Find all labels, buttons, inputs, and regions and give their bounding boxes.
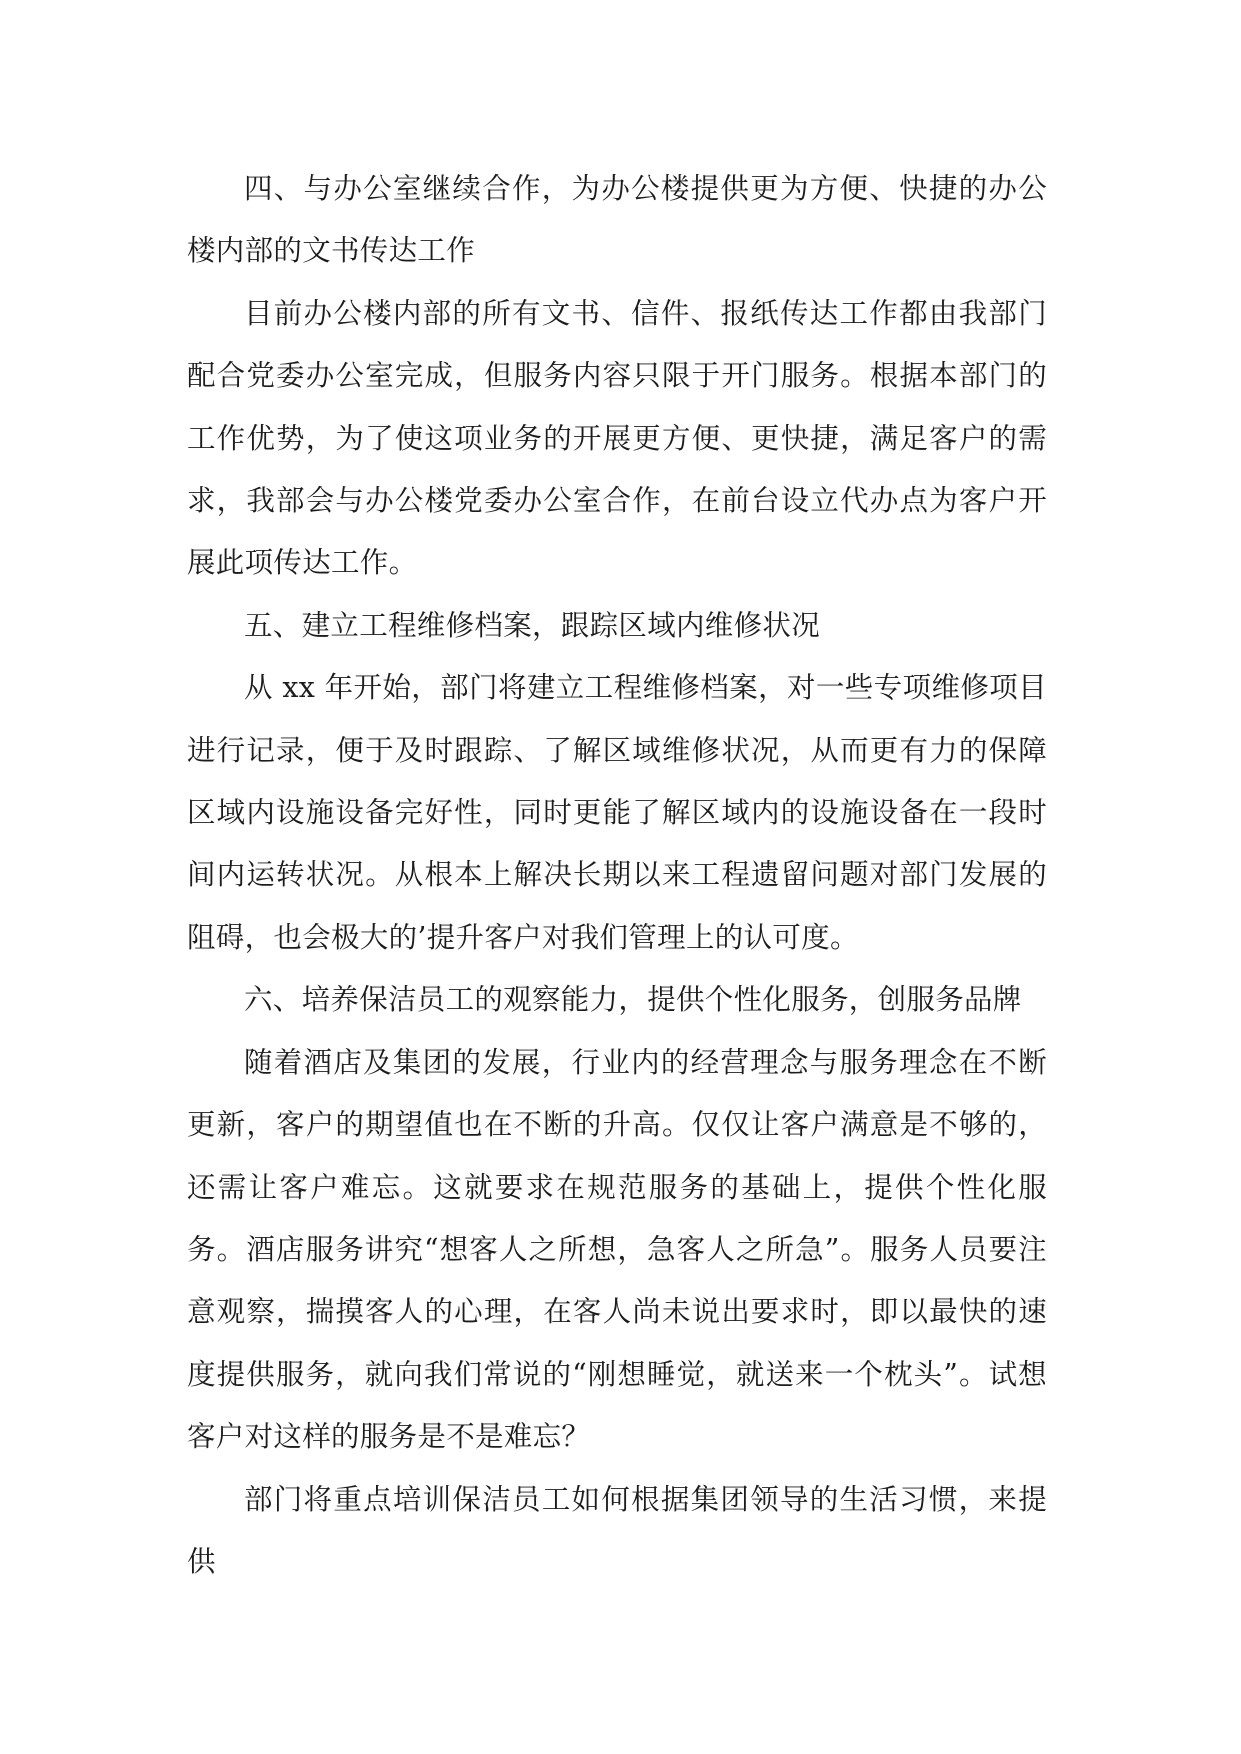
body-paragraph: 随着酒店及集团的发展，行业内的经营理念与服务理念在不断更新，客户的期望值也在不断的升高。仅仅让客户满意是不够的，还需让客户难忘。这就要求在规范服务的基础上，提供个性化服务。酒店服务讲究“想客人之所想，急客人之所急”。服务人员要注意观察，揣摸客人的心理，在客人尚未说出要求时，即以最快的速度提供服务，就向我们常说的“刚想睡觉，就送来一个枕头”。试想客户对这样的服务是不是难忘？ (187, 1045, 1047, 1454)
document-body (187, 158, 1047, 1593)
section-heading-five: 五、建立工程维修档案，跟踪区域内维修状况 (244, 608, 821, 642)
section-heading-six: 六、培养保洁员工的观察能力，提供个性化服务，创服务品牌 (244, 983, 1022, 1017)
section-heading-four: 四、与办公室继续合作，为办公楼提供更为方便、快捷的办公楼内部的文书传达工作 (187, 172, 1047, 268)
body-paragraph: 部门将重点培训保洁员工如何根据集团领导的生活习惯，来提供 (187, 1482, 1047, 1578)
body-paragraph: 从 xx 年开始，部门将建立工程维修档案，对一些专项维修项目进行记录，便于及时跟踪、了解区域维修状况，从而更有力的保障区域内设施设备完好性，同时更能了解区域内的设施设备在一段时间内运转状况。从根本上解决长期以来工程遗留问题对部门发展的阻碍，也会极大的’提升客户对我们管理上的认可度。 (187, 671, 1047, 954)
body-paragraph: 目前办公楼内部的所有文书、信件、报纸传达工作都由我部门配合党委办公室完成，但服务内容只限于开门服务。根据本部门的工作优势，为了使这项业务的开展更方便、更快捷，满足客户的需求，我部会与办公楼党委办公室合作，在前台设立代办点为客户开展此项传达工作。 (187, 296, 1047, 580)
